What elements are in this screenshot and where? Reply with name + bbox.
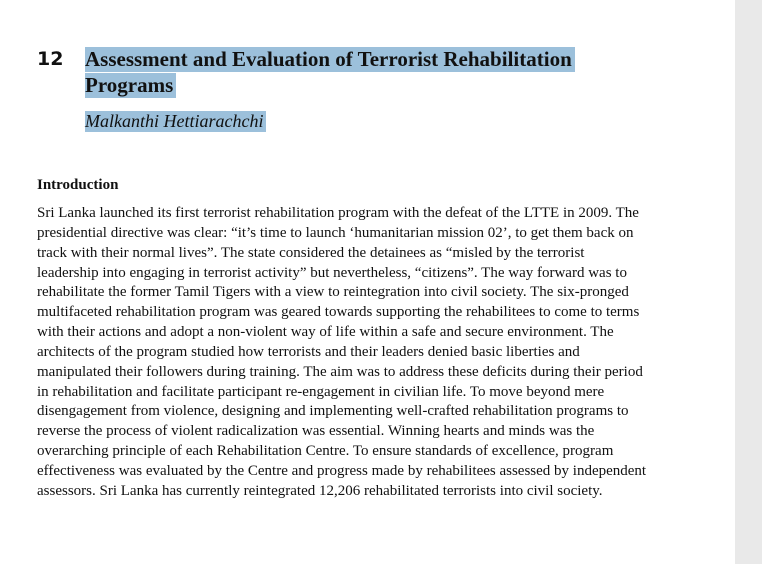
author-name-text[interactable]: Malkanthi Hettiarachchi (85, 111, 266, 132)
chapter-title-line-1[interactable]: Assessment and Evaluation of Terrorist Rehabilitation (85, 47, 575, 72)
scrollbar-gutter[interactable] (735, 0, 762, 564)
author-name[interactable] (85, 110, 266, 132)
body-paragraph: Sri Lanka launched its first terrorist rehabilitation program with the defeat of the LTTE in 2009. The presidential directive was clear: “it’s time to launch ‘humanitarian mission 02’, to get them back on track with their normal lives”. The state considered the detainees as “misled by the terrorist leadership into engaging in terrorist activity” but nevertheless, “citizens”. The way forward was to rehabilitate the former Tamil Tigers with a view to reintegration into civil society. The six-pronged multifaceted rehabilitation program was geared towards supporting the rehabilitees to come to terms with their actions and adopt a non-violent way of life within a safe and secure environment. The architects of the program studied how terrorists and their leaders denied basic liberties and manipulated their followers during training. The aim was to address these deficits during their period in rehabilitation and facilitate participant re-engagement in civilian life. To move beyond mere disengagement from violence, designing and implementing well-crafted rehabilitation programs to reverse the process of violent radicalization was essential. Winning hearts and minds was the overarching principle of each Rehabilitation Centre. To ensure standards of excellence, program effectiveness was evaluated by the Centre and progress made by rehabilitees assessed by independent assessors. Sri Lanka has currently reintegrated 12,206 rehabilitated terrorists into civil society. (37, 205, 647, 499)
chapter-title-line-2[interactable]: Programs (85, 73, 176, 98)
chapter-number: 12 (37, 48, 64, 70)
chapter-title[interactable] (85, 46, 605, 98)
section-heading: Introduction (37, 177, 119, 193)
